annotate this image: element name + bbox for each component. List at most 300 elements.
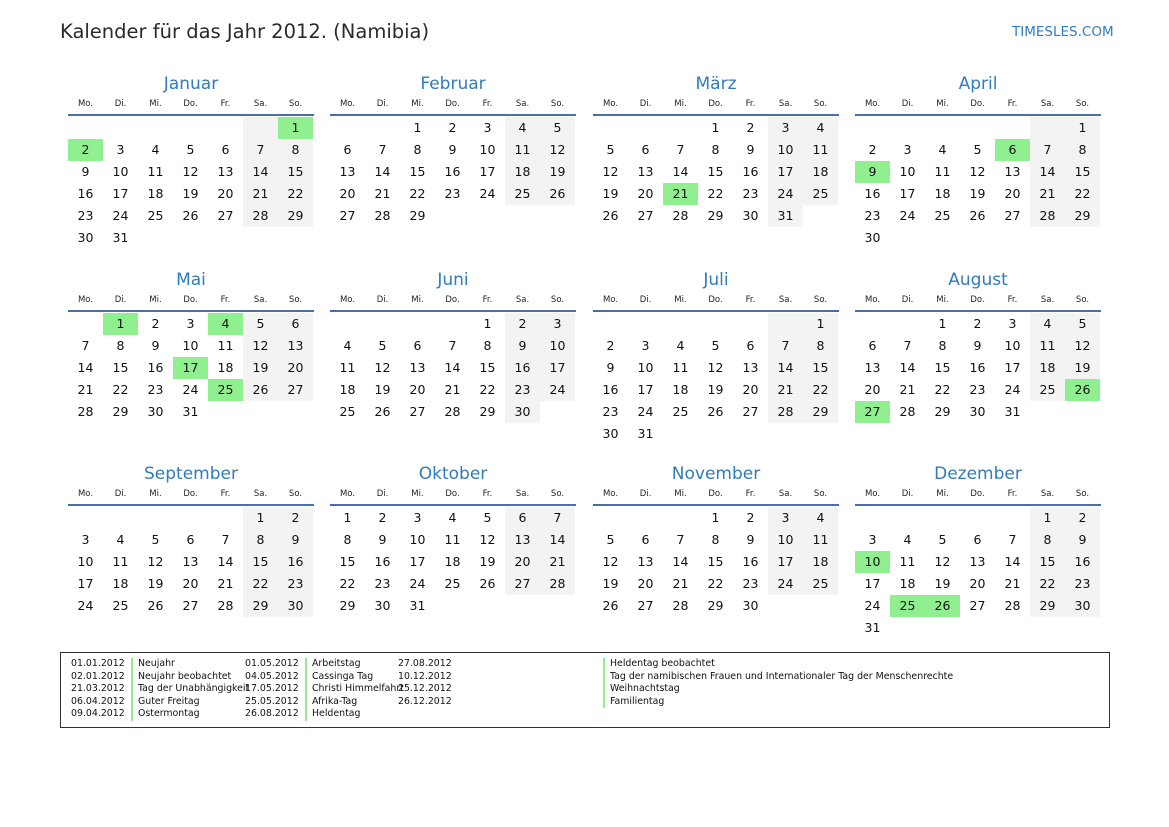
day-cell: 3	[868, 532, 877, 547]
weekday-label: Do.	[183, 489, 198, 499]
day-cell: 6	[343, 142, 352, 157]
day-cell: 21	[1004, 576, 1021, 591]
day-cell: 22	[707, 186, 724, 201]
month-11	[593, 462, 839, 617]
day-cell: 10	[77, 554, 94, 569]
day-cell: 21	[1030, 183, 1065, 205]
day-cell: 10	[899, 164, 916, 179]
day-cell: 6	[278, 313, 313, 335]
day-cell: 29	[339, 598, 356, 613]
day-cell: 21	[663, 183, 698, 205]
weekday-label: Mo.	[864, 489, 881, 499]
day-cell: 6	[973, 532, 982, 547]
empty-cell	[1065, 401, 1100, 423]
day-cell: 16	[742, 164, 759, 179]
weekday-label: Fr.	[1007, 99, 1018, 109]
day-grid	[593, 117, 839, 227]
month-12	[855, 462, 1101, 639]
day-cell: 30	[77, 230, 94, 245]
day-cell: 7	[378, 142, 387, 157]
day-cell: 19	[969, 186, 986, 201]
day-cell: 18	[934, 186, 951, 201]
empty-cell	[173, 227, 208, 249]
legend-entry	[245, 658, 404, 671]
empty-cell	[628, 507, 663, 529]
weekday-label: Mo.	[339, 99, 356, 109]
day-cell: 7	[448, 338, 457, 353]
weekday-label: Fr.	[482, 489, 493, 499]
empty-cell	[68, 313, 103, 335]
weekday-label: So.	[1075, 489, 1090, 499]
month-name: Februar	[420, 74, 486, 94]
empty-cell	[470, 205, 505, 227]
empty-cell	[890, 227, 925, 249]
day-cell: 22	[479, 382, 496, 397]
day-cell: 16	[374, 554, 391, 569]
weekday-label: Mo.	[864, 295, 881, 305]
day-cell: 26	[243, 379, 278, 401]
day-cell: 1	[711, 510, 720, 525]
day-cell: 30	[602, 426, 619, 441]
weekday-label: Di.	[901, 99, 914, 109]
month-4	[855, 72, 1101, 249]
weekday-label: Mi.	[936, 489, 949, 499]
day-cell: 10	[479, 142, 496, 157]
day-cell: 4	[448, 510, 457, 525]
weekday-label: Mo.	[864, 99, 881, 109]
empty-cell	[243, 227, 278, 249]
weekday-label: Do.	[445, 99, 460, 109]
day-cell: 14	[1030, 161, 1065, 183]
weekday-label: Sa.	[778, 295, 793, 305]
day-cell: 20	[409, 382, 426, 397]
day-cell: 29	[1065, 205, 1100, 227]
month-1	[68, 72, 314, 249]
day-cell: 11	[505, 139, 540, 161]
weekday-label: Mi.	[674, 99, 687, 109]
day-cell: 11	[934, 164, 951, 179]
empty-cell	[803, 595, 838, 617]
day-cell: 11	[339, 360, 356, 375]
legend-entry	[398, 696, 953, 709]
day-cell: 28	[1030, 205, 1065, 227]
day-cell: 3	[1008, 316, 1017, 331]
weekday-label: Mo.	[339, 295, 356, 305]
legend-date: 26.08.2012	[245, 708, 299, 720]
day-cell: 19	[479, 554, 496, 569]
weekday-label: So.	[550, 99, 565, 109]
empty-cell	[1065, 617, 1100, 639]
month-name: September	[144, 464, 238, 484]
day-cell: 5	[483, 510, 492, 525]
day-cell: 14	[77, 360, 94, 375]
day-cell: 14	[768, 357, 803, 379]
empty-cell	[960, 117, 995, 139]
day-cell: 9	[1065, 529, 1100, 551]
day-cell: 17	[768, 551, 803, 573]
legend-entry	[71, 671, 249, 684]
day-cell: 16	[147, 360, 164, 375]
day-cell: 18	[339, 382, 356, 397]
day-cell: 28	[374, 208, 391, 223]
weekday-label: Do.	[708, 489, 723, 499]
empty-cell	[890, 313, 925, 335]
day-cell: 15	[112, 360, 129, 375]
day-cell: 1	[938, 316, 947, 331]
day-grid	[68, 507, 314, 617]
day-cell: 12	[934, 554, 951, 569]
weekday-label: Di.	[114, 489, 127, 499]
weekday-header	[330, 295, 576, 306]
legend-holiday-name: Christi Himmelfahrt	[305, 683, 404, 696]
day-cell: 5	[606, 142, 615, 157]
weekday-label: Mo.	[602, 295, 619, 305]
day-cell: 20	[969, 576, 986, 591]
month-name: März	[695, 74, 737, 94]
day-grid	[330, 117, 576, 227]
weekday-label: Di.	[639, 99, 652, 109]
day-cell: 5	[1065, 313, 1100, 335]
day-cell: 23	[742, 576, 759, 591]
day-cell: 27	[505, 573, 540, 595]
weekday-header	[593, 99, 839, 110]
month-name: August	[948, 270, 1008, 290]
day-cell: 19	[602, 576, 619, 591]
day-cell: 20	[505, 551, 540, 573]
legend-date: 17.05.2012	[245, 683, 299, 695]
day-cell: 12	[969, 164, 986, 179]
legend-date: 25.12.2012	[398, 683, 452, 695]
day-cell: 10	[182, 338, 199, 353]
day-cell: 1	[711, 120, 720, 135]
day-cell: 16	[969, 360, 986, 375]
day-cell: 13	[637, 164, 654, 179]
day-cell: 19	[147, 576, 164, 591]
month-10	[330, 462, 576, 617]
weekday-header	[330, 489, 576, 500]
day-cell: 27	[278, 379, 313, 401]
empty-cell	[173, 507, 208, 529]
weekday-label: Do.	[970, 295, 985, 305]
empty-cell	[925, 117, 960, 139]
day-cell: 9	[81, 164, 90, 179]
legend-holiday-name: Arbeitstag	[305, 658, 361, 671]
day-cell: 1	[483, 316, 492, 331]
day-cell: 21	[540, 551, 575, 573]
day-cell: 1	[243, 507, 278, 529]
legend-date: 27.08.2012	[398, 658, 452, 669]
empty-cell	[803, 423, 838, 445]
day-cell: 11	[672, 360, 689, 375]
holiday-legend	[60, 652, 1110, 728]
day-cell: 8	[343, 532, 352, 547]
day-cell: 13	[278, 335, 313, 357]
empty-cell	[1065, 227, 1100, 249]
empty-cell	[995, 617, 1030, 639]
day-cell: 25	[147, 208, 164, 223]
empty-cell	[995, 507, 1030, 529]
day-cell: 28	[540, 573, 575, 595]
day-cell: 26	[925, 595, 960, 617]
day-cell: 17	[173, 357, 208, 379]
day-cell: 29	[934, 404, 951, 419]
day-cell: 2	[746, 510, 755, 525]
weekday-label: So.	[813, 295, 828, 305]
day-cell: 10	[409, 532, 426, 547]
weekday-label: Mo.	[77, 99, 94, 109]
day-cell: 22	[803, 379, 838, 401]
month-3	[593, 72, 839, 227]
empty-cell	[470, 595, 505, 617]
day-grid	[330, 507, 576, 617]
day-cell: 1	[103, 313, 138, 335]
weekday-header	[855, 295, 1101, 306]
weekday-label: Mo.	[602, 99, 619, 109]
weekday-label: Sa.	[778, 99, 793, 109]
weekday-label: Mo.	[339, 489, 356, 499]
empty-cell	[593, 507, 628, 529]
empty-cell	[628, 117, 663, 139]
day-cell: 21	[899, 382, 916, 397]
weekday-label: Mi.	[936, 295, 949, 305]
day-grid	[593, 507, 839, 617]
day-cell: 31	[768, 205, 803, 227]
empty-cell	[855, 117, 890, 139]
weekday-label: Sa.	[1040, 99, 1055, 109]
day-cell: 6	[746, 338, 755, 353]
day-cell: 2	[151, 316, 160, 331]
legend-holiday-name: Tag der Unabhängigkeit	[131, 683, 249, 696]
day-cell: 18	[803, 551, 838, 573]
day-cell: 24	[899, 208, 916, 223]
month-2	[330, 72, 576, 227]
weekday-label: So.	[813, 489, 828, 499]
day-cell: 6	[221, 142, 230, 157]
day-cell: 26	[602, 598, 619, 613]
day-cell: 20	[864, 382, 881, 397]
day-cell: 24	[479, 186, 496, 201]
day-cell: 5	[938, 532, 947, 547]
weekday-label: Mo.	[602, 489, 619, 499]
empty-cell	[855, 507, 890, 529]
day-cell: 27	[217, 208, 234, 223]
day-cell: 25	[208, 379, 243, 401]
day-cell: 7	[903, 338, 912, 353]
empty-cell	[505, 595, 540, 617]
weekday-label: Di.	[114, 295, 127, 305]
day-cell: 26	[147, 598, 164, 613]
day-cell: 8	[1030, 529, 1065, 551]
day-cell: 13	[409, 360, 426, 375]
weekday-header	[593, 489, 839, 500]
day-cell: 27	[969, 598, 986, 613]
empty-cell	[925, 617, 960, 639]
day-cell: 7	[540, 507, 575, 529]
day-cell: 15	[934, 360, 951, 375]
day-cell: 27	[637, 598, 654, 613]
legend-entry	[398, 658, 953, 671]
day-cell: 22	[243, 573, 278, 595]
day-cell: 8	[711, 142, 720, 157]
day-cell: 16	[444, 164, 461, 179]
day-cell: 17	[479, 164, 496, 179]
day-cell: 27	[637, 208, 654, 223]
day-cell: 5	[378, 338, 387, 353]
day-cell: 10	[637, 360, 654, 375]
day-cell: 23	[278, 573, 313, 595]
day-cell: 18	[505, 161, 540, 183]
weekday-label: Do.	[183, 99, 198, 109]
day-cell: 28	[444, 404, 461, 419]
legend-entry	[245, 671, 404, 684]
day-cell: 29	[479, 404, 496, 419]
day-cell: 11	[217, 338, 234, 353]
day-cell: 6	[641, 142, 650, 157]
day-cell: 9	[448, 142, 457, 157]
month-name: Mai	[176, 270, 206, 290]
day-cell: 17	[864, 576, 881, 591]
day-cell: 18	[672, 382, 689, 397]
weekday-label: So.	[550, 489, 565, 499]
legend-holiday-name: Heldentag beobachtet	[603, 658, 715, 671]
month-5	[68, 268, 314, 423]
weekday-label: Fr.	[745, 489, 756, 499]
day-cell: 15	[1065, 161, 1100, 183]
day-cell: 21	[672, 576, 689, 591]
day-cell: 9	[378, 532, 387, 547]
day-cell: 14	[1004, 554, 1021, 569]
day-cell: 14	[540, 529, 575, 551]
legend-date: 06.04.2012	[71, 695, 125, 707]
day-cell: 4	[151, 142, 160, 157]
legend-holiday-name: Familientag	[603, 696, 664, 709]
weekday-header	[68, 489, 314, 500]
weekday-label: So.	[288, 295, 303, 305]
legend-holiday-name: Guter Freitag	[131, 696, 200, 709]
day-cell: 19	[374, 382, 391, 397]
legend-column-2	[245, 658, 404, 721]
day-cell: 24	[112, 208, 129, 223]
month-divider	[593, 114, 839, 116]
empty-cell	[365, 117, 400, 139]
empty-cell	[243, 117, 278, 139]
empty-cell	[593, 117, 628, 139]
day-cell: 15	[339, 554, 356, 569]
day-cell: 16	[505, 357, 540, 379]
day-cell: 25	[112, 598, 129, 613]
day-cell: 24	[864, 598, 881, 613]
day-cell: 2	[68, 139, 103, 161]
legend-entry	[245, 696, 404, 709]
weekday-label: Do.	[445, 489, 460, 499]
day-cell: 15	[707, 554, 724, 569]
day-cell: 19	[540, 161, 575, 183]
weekday-label: Di.	[901, 489, 914, 499]
month-divider	[593, 310, 839, 312]
day-cell: 18	[217, 360, 234, 375]
day-cell: 12	[707, 360, 724, 375]
weekday-label: Mo.	[77, 295, 94, 305]
month-name: November	[671, 464, 761, 484]
month-divider	[330, 114, 576, 116]
day-cell: 12	[243, 335, 278, 357]
day-cell: 10	[540, 335, 575, 357]
day-cell: 5	[243, 313, 278, 335]
month-8	[855, 268, 1101, 423]
day-cell: 29	[707, 208, 724, 223]
brand-link[interactable]: TIMESLES.COM	[1012, 24, 1114, 40]
day-cell: 12	[479, 532, 496, 547]
month-6	[330, 268, 576, 423]
day-cell: 27	[742, 404, 759, 419]
day-cell: 7	[81, 338, 90, 353]
day-cell: 17	[899, 186, 916, 201]
day-cell: 13	[339, 164, 356, 179]
empty-cell	[663, 507, 698, 529]
weekday-label: Do.	[708, 99, 723, 109]
day-cell: 20	[217, 186, 234, 201]
day-cell: 30	[1065, 595, 1100, 617]
day-cell: 5	[711, 338, 720, 353]
day-cell: 11	[112, 554, 129, 569]
day-cell: 27	[1004, 208, 1021, 223]
day-cell: 11	[803, 529, 838, 551]
day-cell: 7	[1008, 532, 1017, 547]
month-divider	[68, 114, 314, 116]
day-cell: 28	[77, 404, 94, 419]
day-cell: 3	[540, 313, 575, 335]
legend-date: 01.05.2012	[245, 658, 299, 669]
day-cell: 25	[803, 573, 838, 595]
legend-holiday-name: Cassinga Tag	[305, 671, 373, 684]
day-cell: 2	[278, 507, 313, 529]
day-cell: 12	[374, 360, 391, 375]
legend-date: 09.04.2012	[71, 708, 125, 720]
empty-cell	[890, 117, 925, 139]
day-cell: 17	[112, 186, 129, 201]
day-cell: 9	[746, 532, 755, 547]
empty-cell	[593, 313, 628, 335]
day-cell: 12	[1065, 335, 1100, 357]
day-cell: 28	[1004, 598, 1021, 613]
weekday-label: Fr.	[220, 99, 231, 109]
day-cell: 23	[1065, 573, 1100, 595]
day-cell: 21	[77, 382, 94, 397]
day-cell: 23	[969, 382, 986, 397]
day-cell: 2	[973, 316, 982, 331]
empty-cell	[698, 313, 733, 335]
weekday-label: Fr.	[482, 99, 493, 109]
empty-cell	[663, 117, 698, 139]
weekday-label: Fr.	[745, 99, 756, 109]
day-cell: 14	[217, 554, 234, 569]
day-cell: 3	[116, 142, 125, 157]
day-cell: 22	[707, 576, 724, 591]
empty-cell	[768, 595, 803, 617]
day-cell: 13	[217, 164, 234, 179]
weekday-label: Sa.	[1040, 489, 1055, 499]
month-name: Juni	[437, 270, 469, 290]
day-cell: 7	[676, 142, 685, 157]
day-cell: 3	[483, 120, 492, 135]
day-cell: 11	[899, 554, 916, 569]
empty-cell	[855, 313, 890, 335]
day-cell: 10	[768, 529, 803, 551]
day-cell: 18	[1030, 357, 1065, 379]
day-cell: 21	[217, 576, 234, 591]
legend-holiday-name: Tag der namibischen Frauen und Internationaler Tag der Menschenrechte	[603, 671, 953, 684]
day-cell: 22	[339, 576, 356, 591]
